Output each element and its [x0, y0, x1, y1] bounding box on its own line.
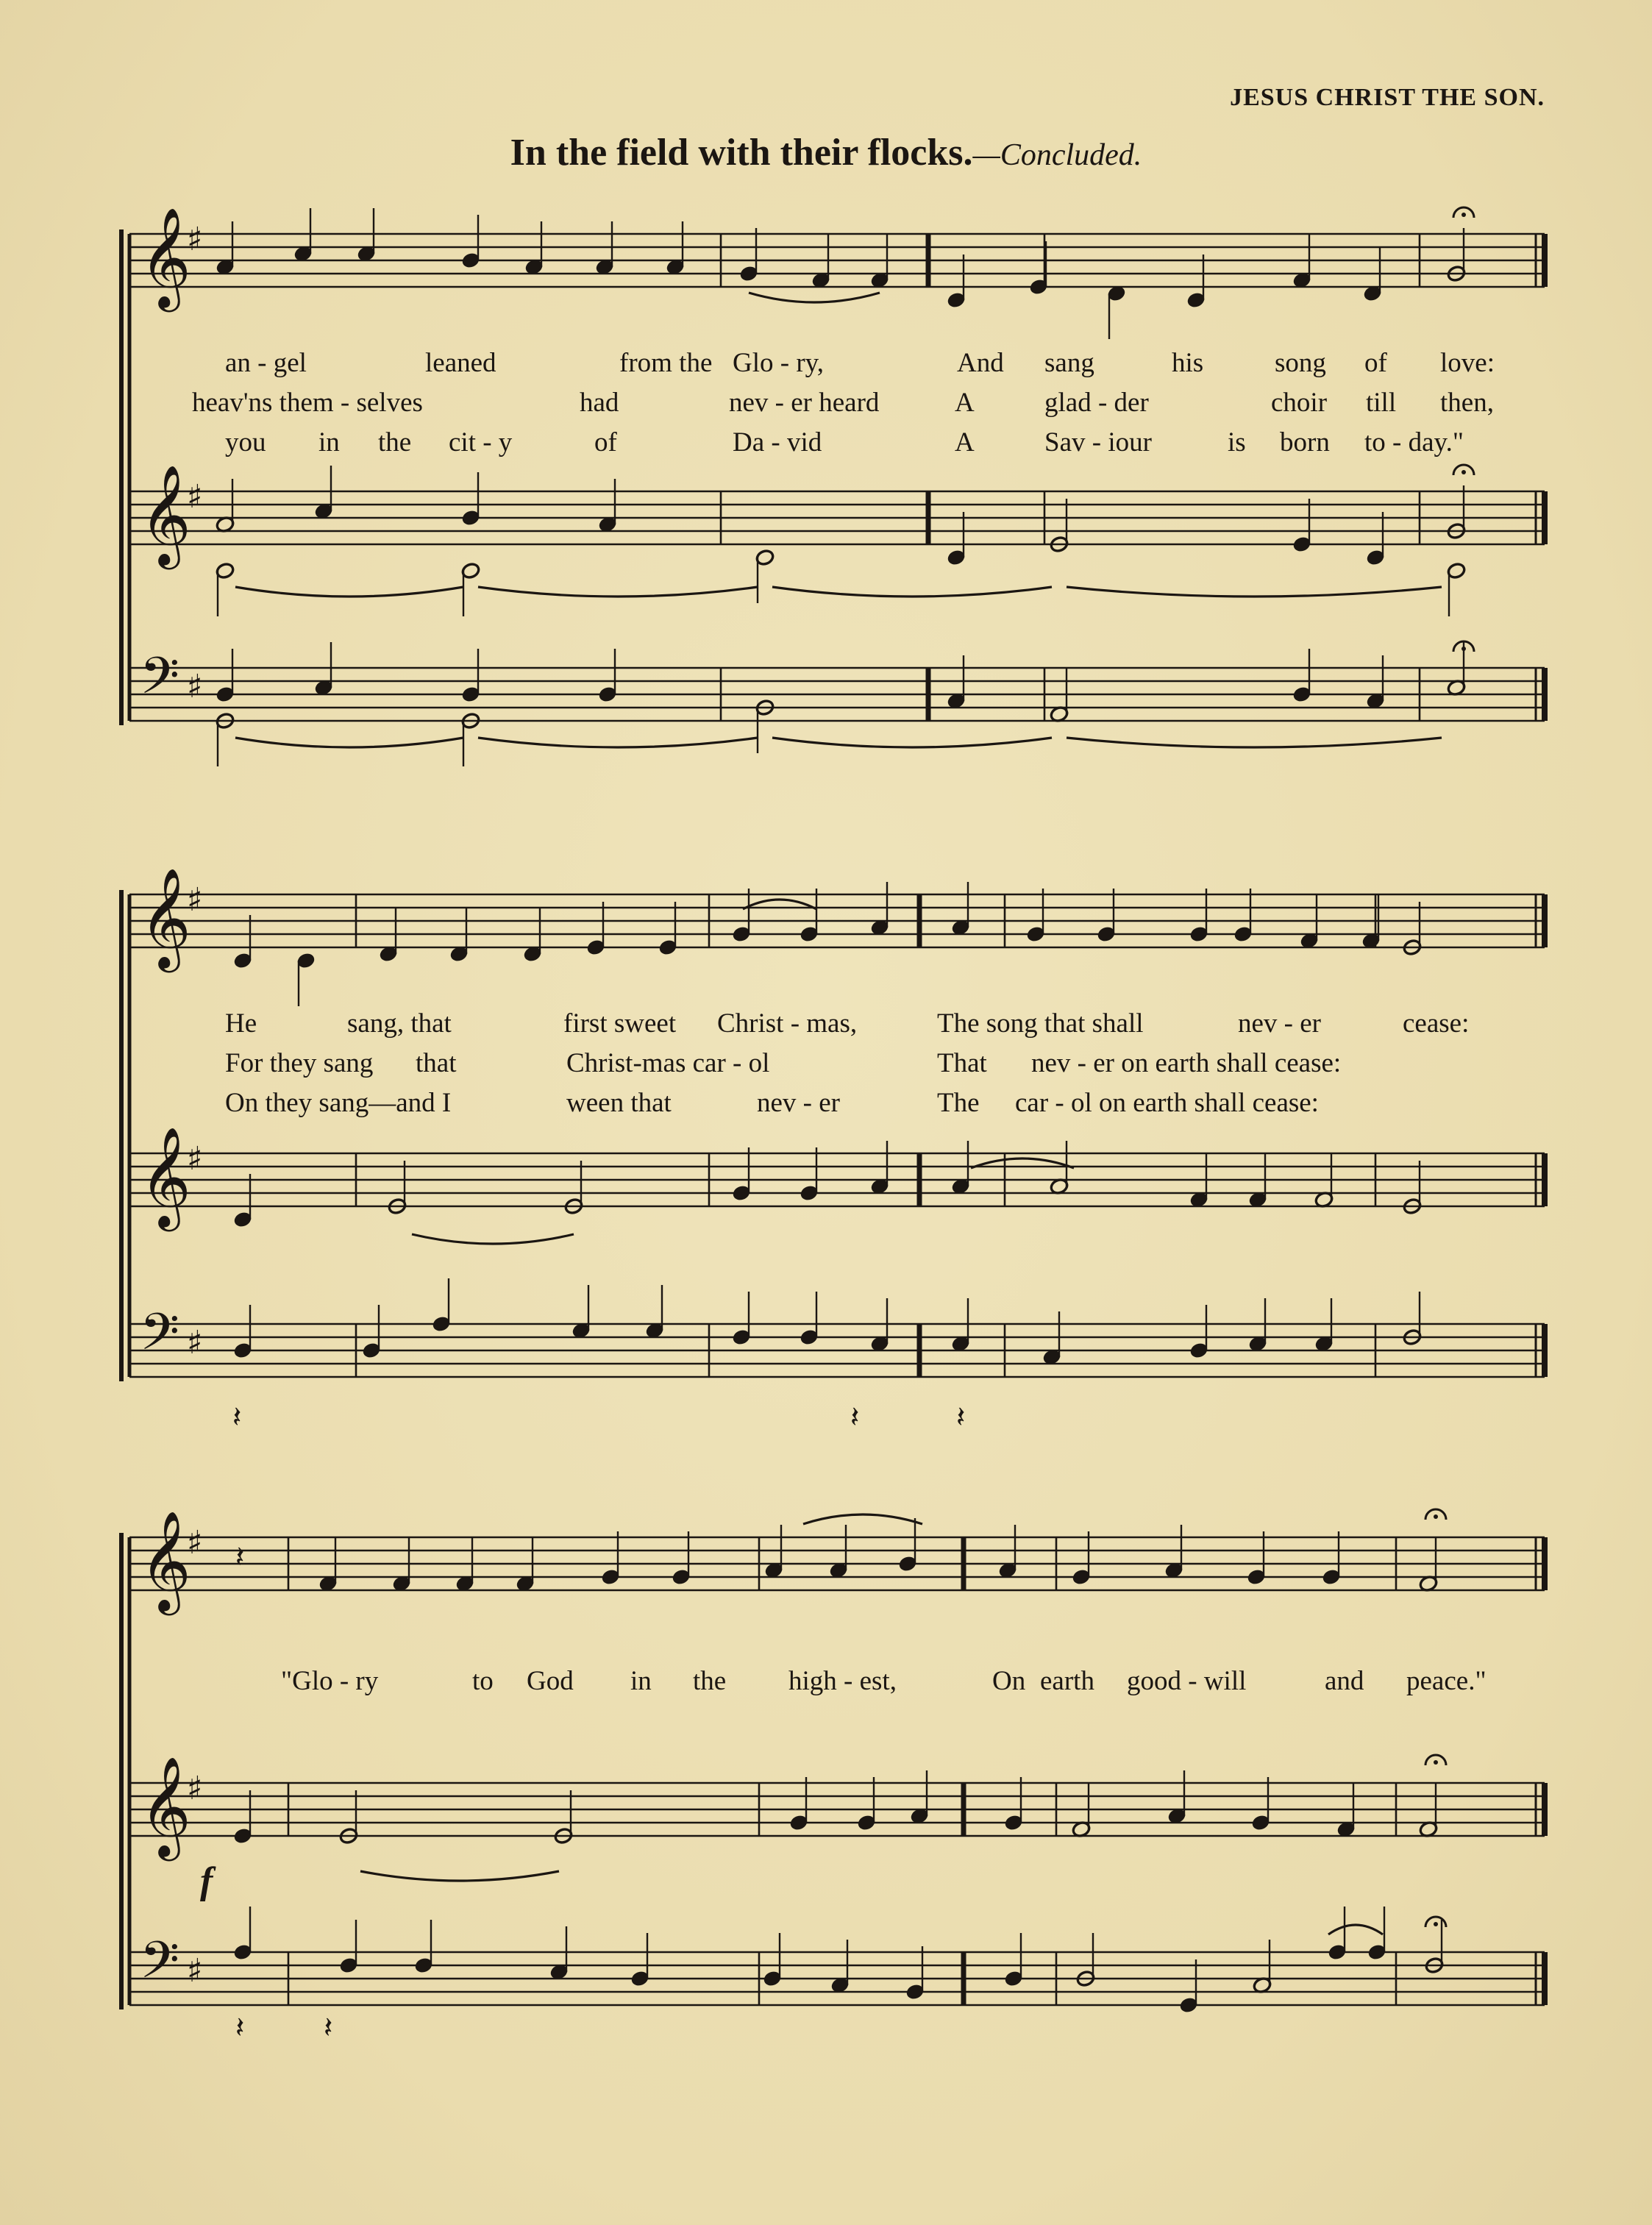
- slur: [235, 738, 463, 747]
- lyric-syllable: Christ - mas,: [717, 1008, 858, 1039]
- slur: [478, 738, 758, 747]
- running-head: JESUS CHRIST THE SON.: [1230, 84, 1545, 111]
- lyric-syllable: heav'ns them - selves: [192, 388, 423, 418]
- system-1-lyric-verse-1: [0, 347, 1652, 382]
- treble-clef-icon: 𝄞: [140, 1755, 191, 1856]
- lyric-syllable: song: [1275, 348, 1326, 378]
- lyric-syllable: nev - er: [1238, 1008, 1321, 1039]
- key-signature-sharp-icon: ♯: [187, 221, 203, 258]
- lyric-syllable: to - day.": [1364, 427, 1464, 458]
- lyric-syllable: in: [318, 427, 340, 458]
- lyric-syllable: you: [225, 427, 266, 458]
- lyric-syllable: the: [378, 427, 412, 458]
- key-signature-sharp-icon: ♯: [187, 668, 203, 705]
- slur: [1067, 587, 1442, 597]
- lyric-syllable: God: [527, 1666, 574, 1696]
- lyric-syllable: from the: [619, 348, 713, 378]
- lyric-syllable: of: [594, 427, 617, 458]
- lyric-syllable: "Glo - ry: [281, 1666, 379, 1696]
- treble-clef-icon: 𝄞: [140, 1509, 191, 1611]
- lyric-syllable: The song that shall: [937, 1008, 1144, 1039]
- lyric-syllable: that: [416, 1048, 457, 1078]
- slur: [478, 587, 758, 597]
- fermata-dot: [1461, 470, 1466, 474]
- key-signature-sharp-icon: ♯: [187, 478, 203, 516]
- fermata-dot: [1434, 1922, 1438, 1926]
- lyric-syllable: And: [957, 348, 1004, 378]
- lyric-syllable: his: [1172, 348, 1204, 378]
- lyric-syllable: leaned: [425, 348, 496, 378]
- lyric-syllable: Glo - ry,: [733, 348, 824, 378]
- system-1-lyric-verse-2: [0, 387, 1652, 422]
- lyric-syllable: nev - er on earth shall cease:: [1031, 1048, 1342, 1078]
- system-2-lyric-verse-2: [0, 1047, 1652, 1083]
- lyric-syllable: love:: [1440, 348, 1495, 378]
- hymn-title-suffix: —Concluded.: [972, 138, 1142, 172]
- lyric-syllable: high - est,: [788, 1666, 897, 1696]
- lyric-syllable: That: [937, 1048, 987, 1078]
- lyric-syllable: sang: [1044, 348, 1094, 378]
- slur: [412, 1234, 574, 1244]
- key-signature-sharp-icon: ♯: [187, 1524, 203, 1562]
- lyric-syllable: cit - y: [449, 427, 513, 458]
- lyric-syllable: till: [1366, 388, 1397, 418]
- lyric-syllable: of: [1364, 348, 1387, 378]
- treble-clef-icon: 𝄞: [140, 1125, 191, 1227]
- lyric-syllable: an - gel: [225, 348, 307, 378]
- system-2-lyric-verse-3: [0, 1087, 1652, 1122]
- lyric-syllable: On: [992, 1666, 1026, 1696]
- lyric-syllable: then,: [1440, 388, 1494, 418]
- lyric-syllable: For they sang: [225, 1048, 374, 1078]
- lyric-syllable: the: [693, 1666, 727, 1696]
- quarter-rest-icon: 𝄽: [956, 1400, 966, 1434]
- system-1-lyric-verse-3: [0, 427, 1652, 462]
- bass-clef-icon: 𝄢: [140, 1930, 180, 2002]
- fermata-dot: [1461, 213, 1466, 217]
- lyric-syllable: He: [225, 1008, 257, 1039]
- lyric-syllable: ween that: [566, 1088, 672, 1118]
- bass-clef-icon: 𝄢: [140, 646, 180, 718]
- lyric-syllable: The: [937, 1088, 980, 1118]
- lyric-syllable: born: [1280, 427, 1330, 458]
- system-bracket: [119, 890, 124, 1381]
- key-signature-sharp-icon: ♯: [187, 1140, 203, 1178]
- lyric-syllable: A: [955, 388, 975, 418]
- bass-clef-icon: 𝄢: [140, 1302, 180, 1374]
- system-bracket: [119, 1533, 124, 2009]
- lyric-syllable: peace.": [1406, 1666, 1487, 1696]
- lyric-syllable: On they sang—and I: [225, 1088, 452, 1118]
- slur: [772, 738, 1052, 747]
- slur: [360, 1871, 559, 1881]
- key-signature-sharp-icon: ♯: [187, 881, 203, 919]
- key-signature-sharp-icon: ♯: [187, 1324, 203, 1361]
- system-3-lyric-verse-1: [0, 1665, 1652, 1701]
- slur: [772, 587, 1052, 597]
- fermata-dot: [1461, 647, 1466, 651]
- key-signature-sharp-icon: ♯: [187, 1770, 203, 1807]
- system-2-lyric-verse-1: [0, 1008, 1652, 1043]
- dynamic-marking-forte: f: [200, 1860, 213, 1902]
- lyric-syllable: nev - er: [757, 1088, 840, 1118]
- quarter-rest-icon: 𝄽: [232, 1400, 242, 1434]
- quarter-rest-icon: 𝄽: [850, 1400, 860, 1434]
- hymn-title: In the field with their flocks.: [510, 132, 973, 174]
- quarter-rest-icon: 𝄽: [324, 2011, 333, 2045]
- lyric-syllable: Sav - iour: [1044, 427, 1152, 458]
- slur: [235, 587, 463, 597]
- lyric-syllable: earth: [1040, 1666, 1094, 1696]
- lyric-syllable: sang, that: [347, 1008, 452, 1039]
- lyric-syllable: glad - der: [1044, 388, 1149, 418]
- treble-clef-icon: 𝄞: [140, 463, 191, 565]
- slur: [1067, 738, 1442, 747]
- slur: [1328, 1925, 1383, 1934]
- lyric-syllable: good - will: [1127, 1666, 1247, 1696]
- lyric-syllable: had: [580, 388, 619, 418]
- lyric-syllable: choir: [1271, 388, 1328, 418]
- lyric-syllable: to: [472, 1666, 494, 1696]
- fermata-dot: [1434, 1760, 1438, 1765]
- slur: [803, 1514, 922, 1524]
- lyric-syllable: car - ol on earth shall cease:: [1015, 1088, 1319, 1118]
- lyric-syllable: A: [955, 427, 975, 458]
- quarter-rest-icon: 𝄽: [235, 1540, 245, 1574]
- treble-clef-icon: 𝄞: [140, 206, 191, 307]
- system-bracket: [119, 229, 124, 725]
- lyric-syllable: Da - vid: [733, 427, 822, 458]
- lyric-syllable: and: [1325, 1666, 1364, 1696]
- lyric-syllable: nev - er heard: [729, 388, 880, 418]
- treble-clef-icon: 𝄞: [140, 866, 191, 968]
- lyric-syllable: first sweet: [563, 1008, 677, 1039]
- key-signature-sharp-icon: ♯: [187, 1952, 203, 1990]
- lyric-syllable: cease:: [1403, 1008, 1470, 1039]
- quarter-rest-icon: 𝄽: [235, 2011, 245, 2045]
- fermata-dot: [1434, 1514, 1438, 1519]
- lyric-syllable: Christ-mas car - ol: [566, 1048, 770, 1078]
- lyric-syllable: is: [1228, 427, 1246, 458]
- lyric-syllable: in: [630, 1666, 652, 1696]
- slur: [749, 293, 880, 302]
